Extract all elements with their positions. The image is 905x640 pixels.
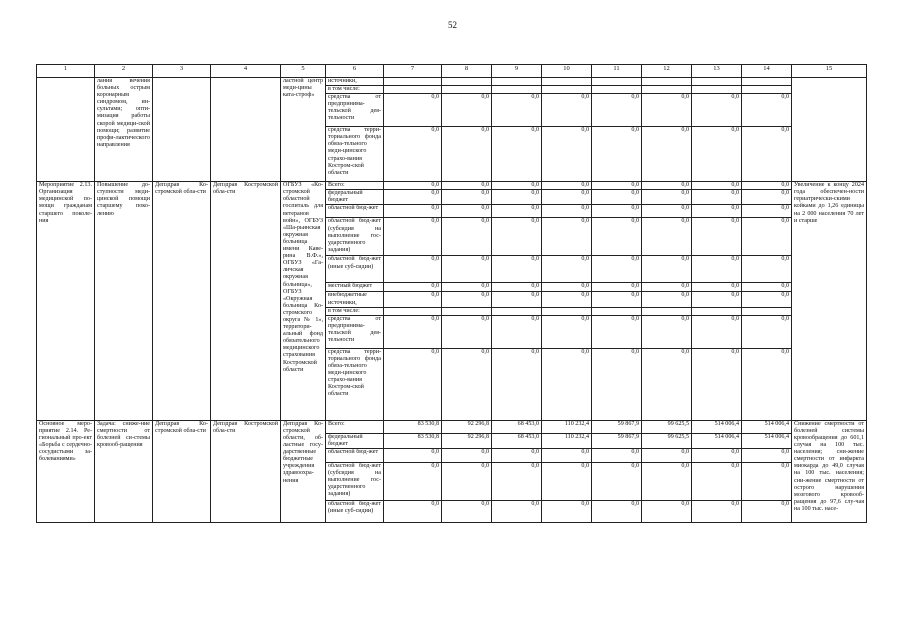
financing-table xyxy=(36,64,867,523)
value-cell: 0,0 xyxy=(542,205,592,218)
funding-source-label: местный бюджет xyxy=(326,283,384,292)
value-cell: 99 625,5 xyxy=(642,433,692,448)
value-cell: 0,0 xyxy=(642,500,692,522)
cell-c1 xyxy=(37,78,95,182)
funding-source-label: средства от предпринима-тельской дея-тельности xyxy=(326,94,384,127)
value-cell: 0,0 xyxy=(442,205,492,218)
value-cell: 0,0 xyxy=(542,315,592,348)
value-cell xyxy=(442,307,492,315)
column-number-cell: 3 xyxy=(153,65,211,78)
value-cell: 0,0 xyxy=(384,315,442,348)
value-cell: 0,0 xyxy=(592,94,642,127)
value-cell: 0,0 xyxy=(542,256,592,283)
value-cell: 0,0 xyxy=(542,348,592,420)
value-cell: 0,0 xyxy=(692,448,742,462)
value-cell: 0,0 xyxy=(542,190,592,205)
value-cell: 0,0 xyxy=(384,292,442,307)
value-cell: 0,0 xyxy=(642,182,692,190)
value-cell xyxy=(742,86,792,94)
value-cell: 0,0 xyxy=(542,448,592,462)
value-cell xyxy=(692,86,742,94)
value-cell xyxy=(384,78,442,86)
page-number: 52 xyxy=(448,20,457,30)
value-cell: 0,0 xyxy=(592,292,642,307)
value-cell: 0,0 xyxy=(592,218,642,256)
value-cell xyxy=(642,86,692,94)
value-cell: 0,0 xyxy=(492,127,542,182)
cell-c1: Мероприятие 2.13. Организация медицинской по-мощи гражданам старшего поколе-ния xyxy=(37,182,95,421)
funding-source-label: в том числе: xyxy=(326,307,384,315)
value-cell: 0,0 xyxy=(642,190,692,205)
value-cell: 0,0 xyxy=(442,190,492,205)
value-cell: 514 006,4 xyxy=(742,420,792,433)
funding-source-label: областной бюд-жет xyxy=(326,205,384,218)
value-cell: 0,0 xyxy=(542,283,592,292)
value-cell: 0,0 xyxy=(442,218,492,256)
value-cell: 0,0 xyxy=(742,190,792,205)
value-cell: 0,0 xyxy=(642,256,692,283)
value-cell: 0,0 xyxy=(692,283,742,292)
value-cell: 0,0 xyxy=(442,315,492,348)
value-cell: 0,0 xyxy=(492,448,542,462)
cell-c4: Депздрав Костромской обла-сти xyxy=(211,182,281,421)
value-cell xyxy=(642,307,692,315)
value-cell: 0,0 xyxy=(692,292,742,307)
value-cell: 0,0 xyxy=(742,205,792,218)
table-row xyxy=(37,78,867,86)
funding-source-label: Всего: xyxy=(326,420,384,433)
cell-c5: ОГБУЗ «Ко-стромской областной госпиталь для ветеранов войн», ОГБУЗ «Ша-рьинская окружная больница имени Каве-рина В.Ф.», ОГБУЗ «Га-личская окружная больница», ОГБУЗ «Окружная больница Ко-стромского округа № 1», территори-альный фонд обязательного медицинского страхования Костромской области xyxy=(281,182,326,421)
column-number-cell: 4 xyxy=(211,65,281,78)
funding-source-label: средства терри-ториального фонда обяза-тельного меди-цинского страхо-вания Костром-ской области xyxy=(326,127,384,182)
value-cell: 0,0 xyxy=(742,283,792,292)
column-number-cell: 5 xyxy=(281,65,326,78)
value-cell xyxy=(592,78,642,86)
value-cell: 0,0 xyxy=(742,462,792,500)
result-cell: Увеличение к концу 2024 года обеспечен-ности гериатрически-скими койками до 1,26 единицы на 2 000 населения 70 лет и старше xyxy=(792,182,867,421)
value-cell: 0,0 xyxy=(642,94,692,127)
value-cell: 0,0 xyxy=(592,256,642,283)
value-cell xyxy=(492,86,542,94)
value-cell: 0,0 xyxy=(492,218,542,256)
value-cell: 0,0 xyxy=(384,500,442,522)
value-cell xyxy=(742,78,792,86)
value-cell xyxy=(742,307,792,315)
value-cell: 0,0 xyxy=(542,182,592,190)
cell-c3: Депздрав Ко-стромской обла-сти xyxy=(153,420,211,522)
cell-c3: Депздрав Ко-стромской обла-сти xyxy=(153,182,211,421)
funding-source-label: средства от предпринима-тельской дея-тельности xyxy=(326,315,384,348)
value-cell: 0,0 xyxy=(692,205,742,218)
value-cell: 0,0 xyxy=(492,256,542,283)
value-cell: 0,0 xyxy=(384,94,442,127)
value-cell: 0,0 xyxy=(492,182,542,190)
value-cell: 110 232,4 xyxy=(542,420,592,433)
value-cell: 514 006,4 xyxy=(692,420,742,433)
cell-c5: Депздрав Ко-стромской области, об-ластные госу-дарственные бюджетные учреждения здравоохра-нения xyxy=(281,420,326,522)
value-cell xyxy=(384,307,442,315)
value-cell: 0,0 xyxy=(692,182,742,190)
funding-source-label: Всего: xyxy=(326,182,384,190)
value-cell: 0,0 xyxy=(692,500,742,522)
value-cell: 0,0 xyxy=(492,190,542,205)
value-cell: 0,0 xyxy=(384,127,442,182)
cell-c3 xyxy=(153,78,211,182)
value-cell: 0,0 xyxy=(592,182,642,190)
result-cell: Снижение смертности от болезней системы кровообращения до 601,1 случая на 100 тыс. населения; сни-жение смертности от инфаркта миокарда до 49,0 случая на 100 тыс. населения; сни-жение смертности от острого нарушения мозгового кровооб-ращения до 97,6 слу-чая на 100 тыс. насе- xyxy=(792,420,867,522)
value-cell: 0,0 xyxy=(442,127,492,182)
value-cell: 83 530,8 xyxy=(384,433,442,448)
value-cell: 0,0 xyxy=(642,218,692,256)
value-cell: 0,0 xyxy=(384,182,442,190)
value-cell: 0,0 xyxy=(592,348,642,420)
table-row xyxy=(37,420,867,433)
value-cell: 0,0 xyxy=(542,292,592,307)
column-number-cell: 1 xyxy=(37,65,95,78)
value-cell xyxy=(442,86,492,94)
value-cell: 0,0 xyxy=(642,127,692,182)
value-cell: 92 296,8 xyxy=(442,420,492,433)
value-cell: 0,0 xyxy=(692,127,742,182)
value-cell: 0,0 xyxy=(442,448,492,462)
value-cell: 0,0 xyxy=(384,218,442,256)
column-number-cell: 6 xyxy=(326,65,384,78)
value-cell: 0,0 xyxy=(592,205,642,218)
cell-c2: Задача: сниже-ние смертности от болезней си-стемы кровооб-ращения xyxy=(95,420,153,522)
value-cell: 0,0 xyxy=(592,462,642,500)
column-number-cell: 13 xyxy=(692,65,742,78)
value-cell: 0,0 xyxy=(642,315,692,348)
value-cell xyxy=(384,86,442,94)
value-cell: 0,0 xyxy=(442,283,492,292)
funding-source-label: федеральный бюджет xyxy=(326,433,384,448)
funding-source-label: средства терри-ториального фонда обяза-тельного меди-цинского страхо-вания Костром-ской области xyxy=(326,348,384,420)
value-cell: 0,0 xyxy=(492,205,542,218)
value-cell: 0,0 xyxy=(384,348,442,420)
value-cell: 0,0 xyxy=(692,190,742,205)
value-cell xyxy=(592,86,642,94)
funding-source-label: областной бюд-жет (субсидия на выполнение гос-ударственного задания) xyxy=(326,462,384,500)
value-cell: 0,0 xyxy=(592,500,642,522)
value-cell: 59 867,9 xyxy=(592,433,642,448)
column-number-cell: 14 xyxy=(742,65,792,78)
value-cell: 0,0 xyxy=(384,462,442,500)
value-cell xyxy=(592,307,642,315)
value-cell: 0,0 xyxy=(642,292,692,307)
value-cell: 0,0 xyxy=(492,292,542,307)
value-cell: 99 625,5 xyxy=(642,420,692,433)
column-number-cell: 10 xyxy=(542,65,592,78)
column-number-cell: 2 xyxy=(95,65,153,78)
value-cell: 0,0 xyxy=(742,256,792,283)
value-cell xyxy=(492,78,542,86)
value-cell: 0,0 xyxy=(592,190,642,205)
value-cell: 0,0 xyxy=(384,256,442,283)
value-cell: 0,0 xyxy=(592,448,642,462)
value-cell xyxy=(542,86,592,94)
value-cell: 0,0 xyxy=(742,448,792,462)
column-number-cell: 7 xyxy=(384,65,442,78)
table-row xyxy=(37,182,867,190)
value-cell: 68 453,0 xyxy=(492,420,542,433)
value-cell: 0,0 xyxy=(542,462,592,500)
value-cell: 0,0 xyxy=(642,448,692,462)
value-cell: 0,0 xyxy=(642,205,692,218)
value-cell: 0,0 xyxy=(442,256,492,283)
value-cell: 0,0 xyxy=(542,94,592,127)
value-cell: 0,0 xyxy=(692,348,742,420)
cell-c1: Основное меро-приятие 2.14. Ре-гиональный про-ект «Борьба с сердечно-сосудистыми за-болеваниями» xyxy=(37,420,95,522)
value-cell: 0,0 xyxy=(492,283,542,292)
funding-source-label: областной бюд-жет (субсидия на выполнение гос-ударственного задания) xyxy=(326,218,384,256)
value-cell: 0,0 xyxy=(542,218,592,256)
value-cell: 0,0 xyxy=(442,94,492,127)
value-cell: 92 296,8 xyxy=(442,433,492,448)
value-cell xyxy=(542,78,592,86)
value-cell: 0,0 xyxy=(742,315,792,348)
value-cell: 0,0 xyxy=(642,283,692,292)
funding-source-label: источники, xyxy=(326,78,384,86)
value-cell: 0,0 xyxy=(742,292,792,307)
value-cell: 0,0 xyxy=(384,190,442,205)
value-cell: 0,0 xyxy=(742,218,792,256)
column-number-cell: 12 xyxy=(642,65,692,78)
value-cell: 0,0 xyxy=(592,283,642,292)
value-cell: 0,0 xyxy=(642,462,692,500)
value-cell: 0,0 xyxy=(492,94,542,127)
value-cell: 0,0 xyxy=(742,348,792,420)
value-cell: 0,0 xyxy=(592,127,642,182)
value-cell: 0,0 xyxy=(492,348,542,420)
value-cell: 0,0 xyxy=(692,94,742,127)
value-cell xyxy=(542,307,592,315)
value-cell: 110 232,4 xyxy=(542,433,592,448)
value-cell: 68 453,0 xyxy=(492,433,542,448)
funding-source-label: областной бюд-жет xyxy=(326,448,384,462)
value-cell xyxy=(692,307,742,315)
column-number-row xyxy=(37,65,867,78)
value-cell: 0,0 xyxy=(692,256,742,283)
funding-source-label: федеральный бюджет xyxy=(326,190,384,205)
value-cell: 514 006,4 xyxy=(742,433,792,448)
column-number-cell: 11 xyxy=(592,65,642,78)
value-cell: 0,0 xyxy=(542,500,592,522)
value-cell: 0,0 xyxy=(542,127,592,182)
value-cell xyxy=(642,78,692,86)
value-cell: 514 006,4 xyxy=(692,433,742,448)
value-cell: 0,0 xyxy=(642,348,692,420)
cell-c4: Депздрав Костромской обла-сти xyxy=(211,420,281,522)
funding-source-label: в том числе: xyxy=(326,86,384,94)
column-number-cell: 15 xyxy=(792,65,867,78)
value-cell: 0,0 xyxy=(492,315,542,348)
value-cell: 0,0 xyxy=(384,448,442,462)
value-cell: 0,0 xyxy=(742,94,792,127)
value-cell: 59 867,9 xyxy=(592,420,642,433)
value-cell: 0,0 xyxy=(492,462,542,500)
cell-c2: Повышение до-ступности меди-цинской помощи старшему поко-лению xyxy=(95,182,153,421)
funding-source-label: внебюджетные источники, xyxy=(326,292,384,307)
value-cell xyxy=(492,307,542,315)
cell-c4 xyxy=(211,78,281,182)
value-cell: 0,0 xyxy=(442,462,492,500)
value-cell: 0,0 xyxy=(692,218,742,256)
column-number-cell: 8 xyxy=(442,65,492,78)
value-cell: 0,0 xyxy=(442,292,492,307)
value-cell: 0,0 xyxy=(442,348,492,420)
value-cell xyxy=(692,78,742,86)
cell-c5: ластной центр меди-цины ката-строф» xyxy=(281,78,326,182)
value-cell: 0,0 xyxy=(692,315,742,348)
value-cell: 0,0 xyxy=(742,127,792,182)
funding-source-label: областной бюд-жет (иные суб-сидии) xyxy=(326,256,384,283)
value-cell xyxy=(442,78,492,86)
value-cell: 0,0 xyxy=(492,500,542,522)
column-number-cell: 9 xyxy=(492,65,542,78)
value-cell: 0,0 xyxy=(384,205,442,218)
value-cell: 0,0 xyxy=(742,182,792,190)
value-cell: 0,0 xyxy=(692,462,742,500)
value-cell: 0,0 xyxy=(384,283,442,292)
result-cell xyxy=(792,78,867,182)
value-cell: 0,0 xyxy=(742,500,792,522)
cell-c2: лания вечения больных острым коронарным синдромом, ин-сультами; опти-мизация работы скорой медици-ской помощи; развитие профи-лактического направления xyxy=(95,78,153,182)
value-cell: 0,0 xyxy=(442,500,492,522)
value-cell: 83 530,8 xyxy=(384,420,442,433)
funding-source-label: областной бюд-жет (иные суб-сидии) xyxy=(326,500,384,522)
value-cell: 0,0 xyxy=(442,182,492,190)
value-cell: 0,0 xyxy=(592,315,642,348)
